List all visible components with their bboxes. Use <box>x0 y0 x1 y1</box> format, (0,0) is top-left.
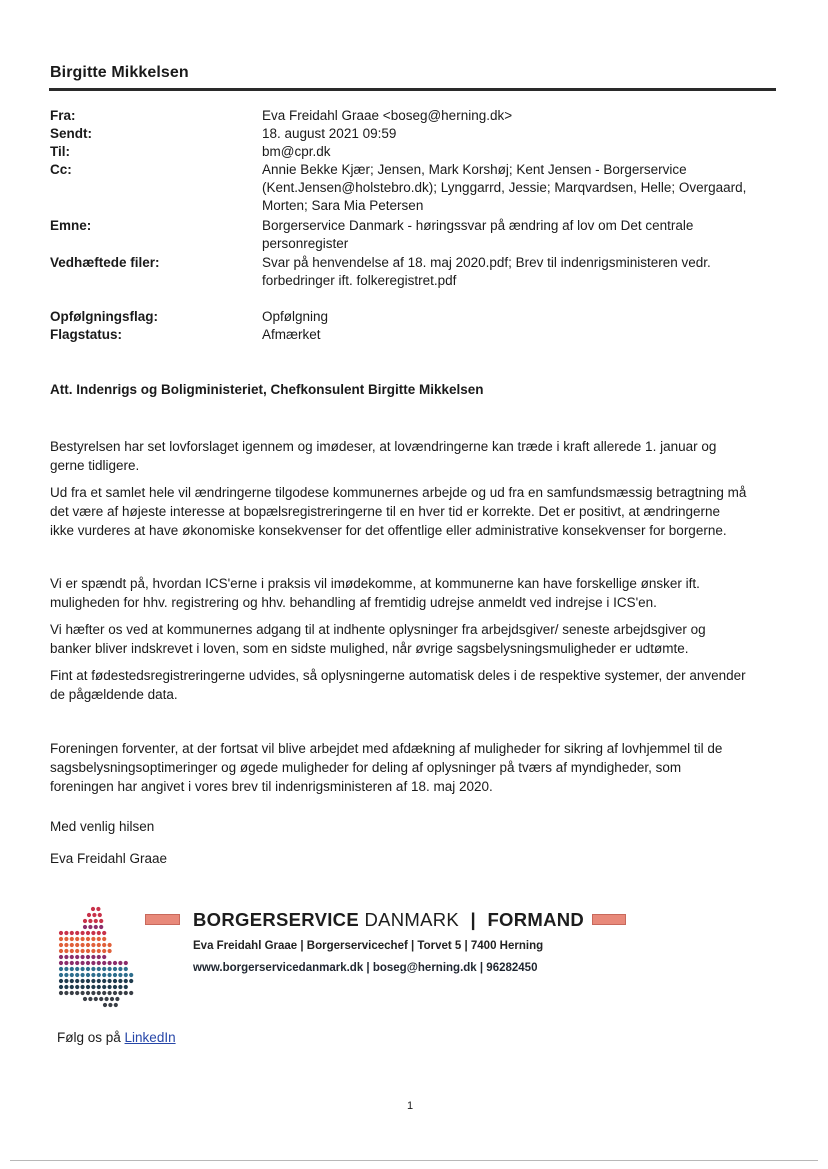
logo-dot <box>64 955 68 959</box>
brand-separator: | <box>470 909 476 930</box>
logo-dot <box>59 973 63 977</box>
linkedin-link[interactable]: LinkedIn <box>124 1030 176 1045</box>
logo-dot <box>83 925 87 929</box>
logo-dot <box>75 931 79 935</box>
logo-dot <box>124 961 128 965</box>
logo-dot <box>94 925 98 929</box>
logo-dot <box>81 985 85 989</box>
logo-dot <box>97 967 101 971</box>
logo-dot <box>81 955 85 959</box>
attachment-line: Svar på henvendelse af 18. maj 2020.pdf; Brev til indenrigsministeren vedr. <box>262 255 711 270</box>
accent-bar-left <box>145 914 180 925</box>
logo-dot <box>86 943 90 947</box>
logo-dot <box>75 943 79 947</box>
logo-dot <box>75 991 79 995</box>
paragraph-line: Fint at fødestedsregistreringerne udvides, så oplysningerne automatisk deles i de respektive systemer, der anvender <box>50 668 746 683</box>
logo-dot <box>99 919 103 923</box>
body-paragraph <box>50 437 775 475</box>
logo-dot <box>97 949 101 953</box>
logo-dot <box>102 973 106 977</box>
logo-dot <box>108 979 112 983</box>
logo-dot <box>102 949 106 953</box>
logo-dot <box>92 913 96 917</box>
logo-dot <box>97 931 101 935</box>
logo-dot <box>70 979 74 983</box>
logo-dot <box>88 925 92 929</box>
from-value: Eva Freidahl Graae <boseg@herning.dk> <box>262 108 513 123</box>
logo-dot <box>113 973 117 977</box>
paragraph-line: Bestyrelsen har set lovforslaget igennem og imødeser, at lovændringerne kan træde i kraft allerede 1. januar og <box>50 439 717 454</box>
logo-dot <box>91 907 95 911</box>
attention-line: Att. Indenrigs og Boligministeriet, Chefkonsulent Birgitte Mikkelsen <box>50 382 484 397</box>
logo-dot <box>64 931 68 935</box>
logo-dot <box>110 997 114 1001</box>
logo-dot <box>102 943 106 947</box>
logo-dot <box>124 967 128 971</box>
logo-dot <box>114 1003 118 1007</box>
sender-name: Birgitte Mikkelsen <box>50 64 189 81</box>
logo-dot <box>91 955 95 959</box>
cc-line: Annie Bekke Kjær; Jensen, Mark Korshøj; Kent Jensen - Borgerservice <box>262 162 687 177</box>
subject-line: Borgerservice Danmark - høringssvar på ændring af lov om Det centrale <box>262 218 694 233</box>
cc-line: (Kent.Jensen@holstebro.dk); Lynggarrd, Jessie; Marqvardsen, Helle; Overgaard, <box>262 180 747 195</box>
brand-title <box>193 909 584 931</box>
cc-line: Morten; Sara Mia Petersen <box>262 198 424 213</box>
logo-dot <box>91 931 95 935</box>
logo-dot <box>97 955 101 959</box>
logo-dot <box>83 997 87 1001</box>
brand-role: FORMAND <box>487 909 585 930</box>
logo-dot <box>59 931 63 935</box>
logo-dot <box>108 949 112 953</box>
follow-prefix: Følg os på <box>57 1030 121 1045</box>
logo-dot <box>64 937 68 941</box>
logo-dot <box>97 961 101 965</box>
logo-dot <box>75 937 79 941</box>
logo-dot <box>64 967 68 971</box>
logo-dot <box>102 991 106 995</box>
logo-dot <box>64 979 68 983</box>
subject-line: personregister <box>262 236 349 251</box>
logo-dot <box>113 991 117 995</box>
logo-dot <box>97 973 101 977</box>
paragraph-line: Vi hæfter os ved at kommunernes adgang til at indhente oplysninger fra arbejdsgiver/ seneste arbejdsgiver og <box>50 622 706 637</box>
logo-dot <box>70 949 74 953</box>
followup-flag-value: Opfølgning <box>262 309 329 324</box>
logo-dot <box>94 997 98 1001</box>
logo-dot <box>115 997 119 1001</box>
logo-dot <box>75 985 79 989</box>
contact-line: Eva Freidahl Graae | Borgerservicechef | Torvet 5 | 7400 Herning <box>193 940 544 952</box>
logo-dot <box>91 961 95 965</box>
logo-dot <box>118 961 122 965</box>
logo-dot <box>59 937 63 941</box>
logo-dot <box>81 931 85 935</box>
web-contact-line: www.borgerservicedanmark.dk | boseg@herning.dk | 96282450 <box>193 962 538 974</box>
logo-dot <box>91 985 95 989</box>
logo-dot <box>64 943 68 947</box>
to-label: Til: <box>50 144 70 159</box>
logo-dot <box>94 919 98 923</box>
logo-dot <box>118 979 122 983</box>
logo-dot <box>97 991 101 995</box>
logo-dot <box>81 991 85 995</box>
logo-dot <box>86 931 90 935</box>
sent-value: 18. august 2021 09:59 <box>262 126 397 141</box>
logo-dot <box>81 979 85 983</box>
logo-dot <box>64 973 68 977</box>
logo-dot <box>118 967 122 971</box>
logo-dot <box>81 949 85 953</box>
logo-dot <box>59 991 63 995</box>
logo-dot <box>103 1003 107 1007</box>
body-paragraph <box>50 739 775 796</box>
logo-dot <box>118 985 122 989</box>
paragraph-line: Foreningen forventer, at der fortsat vil blive arbejdet med afdækning af muligheder for sikring af lovhjemmel til de <box>50 741 723 756</box>
logo-dot <box>124 985 128 989</box>
closing: Med venlig hilsen <box>50 819 155 834</box>
cc-label: Cc: <box>50 162 72 177</box>
logo-dot <box>124 979 128 983</box>
to-value: bm@cpr.dk <box>262 144 331 159</box>
logo-dot <box>102 937 106 941</box>
paragraph-line: gerne tidligere. <box>50 458 140 473</box>
logo-dot <box>113 961 117 965</box>
logo-dot <box>108 1003 112 1007</box>
logo-dot <box>86 955 90 959</box>
logo-dot <box>108 961 112 965</box>
logo-dot <box>91 973 95 977</box>
logo-dot <box>70 985 74 989</box>
logo-dot <box>129 991 133 995</box>
logo-dot <box>70 955 74 959</box>
logo-dot <box>86 937 90 941</box>
brand-org-rest: DANMARK <box>364 909 460 930</box>
logo-dot <box>108 973 112 977</box>
logo-dot <box>97 985 101 989</box>
logo-dot <box>118 973 122 977</box>
followup-flag-label: Opfølgningsflag: <box>50 309 158 324</box>
logo-dot <box>81 967 85 971</box>
follow-us <box>57 1030 176 1045</box>
logo-dot <box>59 949 63 953</box>
page-number: 1 <box>407 1100 414 1112</box>
logo-dot <box>108 967 112 971</box>
attachments-label: Vedhæftede filer: <box>50 255 160 270</box>
logo-dot <box>70 931 74 935</box>
logo-dot <box>91 967 95 971</box>
logo-dot <box>75 955 79 959</box>
paragraph-line: det være af højeste interesse at bopælsregistreringerne til en hver tid er korrekte. Det er positivt, at ændringerne <box>50 504 721 519</box>
logo-dot <box>118 991 122 995</box>
logo-dot <box>99 997 103 1001</box>
logo-dot <box>91 979 95 983</box>
logo-dot <box>59 955 63 959</box>
logo-dot <box>75 973 79 977</box>
signature-name: Eva Freidahl Graae <box>50 851 168 866</box>
body-paragraph <box>50 574 775 612</box>
subject-label: Emne: <box>50 218 92 233</box>
logo-dot <box>81 961 85 965</box>
header-divider <box>49 88 776 91</box>
logo-dot <box>64 985 68 989</box>
cc-value <box>262 161 762 215</box>
logo-dot <box>108 991 112 995</box>
logo-dot <box>98 913 102 917</box>
logo-dot <box>59 943 63 947</box>
logo-dot <box>86 979 90 983</box>
sent-label: Sendt: <box>50 126 92 141</box>
body-paragraph <box>50 620 775 658</box>
logo-dot <box>124 991 128 995</box>
logo-dot <box>99 925 103 929</box>
logo-dot <box>102 985 106 989</box>
logo-dot <box>64 991 68 995</box>
body-paragraph <box>50 483 775 540</box>
footer-rule <box>10 1160 818 1161</box>
logo-dot <box>70 973 74 977</box>
logo-dot <box>75 979 79 983</box>
flag-status-value: Afmærket <box>262 327 321 342</box>
logo-dot <box>83 919 87 923</box>
logo-dot <box>91 943 95 947</box>
logo-dot <box>59 967 63 971</box>
paragraph-line: muligheden for hhv. registrering og hhv. behandling af fremtidig udrejse anmeldt ved indrejse i ICS'en. <box>50 595 657 610</box>
logo-dot <box>97 979 101 983</box>
paragraph-line: Vi er spændt på, hvordan ICS'erne i praksis vil imødekomme, at kommunerne kan have forskellige ønsker ift. <box>50 576 700 591</box>
logo-dot <box>113 979 117 983</box>
logo-dot <box>64 949 68 953</box>
logo-dot <box>70 961 74 965</box>
logo-dot <box>96 907 100 911</box>
logo-dot <box>86 991 90 995</box>
logo-dot <box>91 937 95 941</box>
logo-dot <box>87 913 91 917</box>
flag-status-label: Flagstatus: <box>50 327 123 342</box>
logo-dot <box>102 961 106 965</box>
logo-dot <box>81 937 85 941</box>
logo-dot <box>108 943 112 947</box>
logo-dot <box>75 949 79 953</box>
logo-dot <box>86 985 90 989</box>
from-label: Fra: <box>50 108 76 123</box>
logo-dot <box>102 931 106 935</box>
logo-dot <box>88 997 92 1001</box>
logo-dot <box>102 967 106 971</box>
logo-dot <box>129 979 133 983</box>
paragraph-line: Ud fra et samlet hele vil ændringerne tilgodese kommunernes arbejde og ud fra en samfundsmæssig betragtning må <box>50 485 747 500</box>
logo-dot <box>113 985 117 989</box>
borgerservice-logo <box>55 905 155 1015</box>
logo-dot <box>70 991 74 995</box>
logo-dot <box>70 943 74 947</box>
logo-dot <box>97 943 101 947</box>
paragraph-line: banker bliver indskrevet i loven, som en sidste mulighed, når øvrige sagsbelysningsmuligheder er udtømte. <box>50 641 689 656</box>
logo-dot <box>105 997 109 1001</box>
logo-dot <box>102 955 106 959</box>
logo-dot <box>86 949 90 953</box>
logo-dot <box>91 949 95 953</box>
body-paragraph <box>50 666 775 704</box>
paragraph-line: foreningen har angivet i vores brev til indenrigsministeren af 18. maj 2020. <box>50 779 493 794</box>
accent-bar-right <box>592 914 626 925</box>
subject-value <box>262 217 762 253</box>
logo-dot <box>108 985 112 989</box>
logo-dot <box>129 973 133 977</box>
logo-dot <box>70 967 74 971</box>
logo-dot <box>81 973 85 977</box>
brand-org-bold: BORGERSERVICE <box>193 909 359 930</box>
logo-dot <box>75 967 79 971</box>
logo-dot <box>113 967 117 971</box>
logo-dot <box>86 973 90 977</box>
logo-dot <box>70 937 74 941</box>
paragraph-line: sagsbelysningsoptimeringer og øgede muligheder for deling af oplysninger på tværs af myndigheder, som <box>50 760 682 775</box>
logo-dot <box>75 961 79 965</box>
logo-dot <box>64 961 68 965</box>
logo-dot <box>59 979 63 983</box>
logo-dot <box>81 943 85 947</box>
logo-dot <box>59 961 63 965</box>
logo-dot <box>88 919 92 923</box>
paragraph-line: de pågældende data. <box>50 687 178 702</box>
logo-dot <box>91 991 95 995</box>
logo-dot <box>86 961 90 965</box>
logo-dot <box>102 979 106 983</box>
logo-dot <box>86 967 90 971</box>
paragraph-line: ikke vurderes at have økonomiske konsekvenser for det offentlige eller administrative konsekvenser for borgerne. <box>50 523 727 538</box>
logo-dot <box>124 973 128 977</box>
attachment-line: forbedringer ift. folkeregistret.pdf <box>262 273 457 288</box>
attachments-value <box>262 254 762 290</box>
logo-dot <box>59 985 63 989</box>
logo-dot <box>97 937 101 941</box>
